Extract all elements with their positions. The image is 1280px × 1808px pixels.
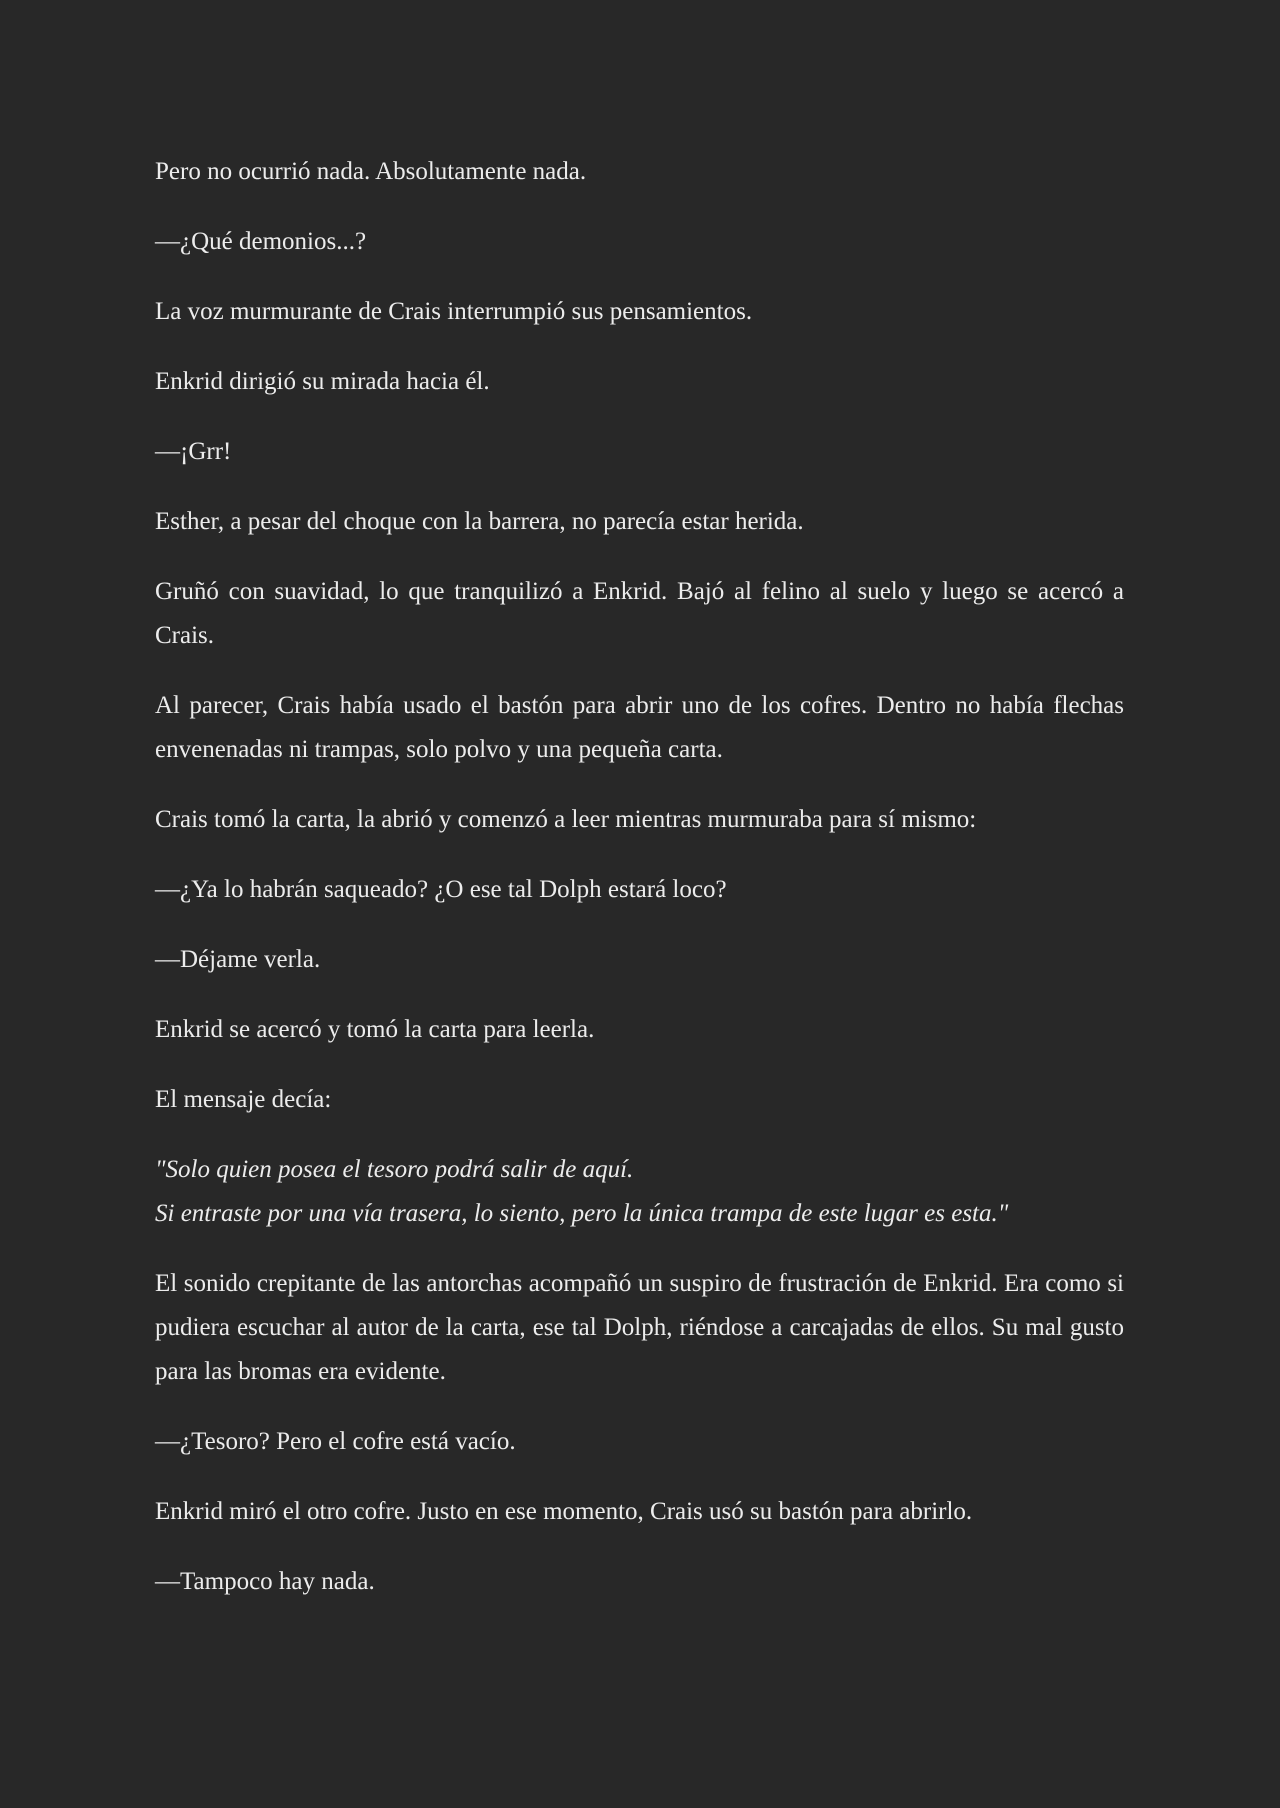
paragraph: Esther, a pesar del choque con la barrera, no parecía estar herida. [155,508,804,535]
dialogue-line: —Tampoco hay nada. [155,1568,375,1595]
paragraph: El mensaje decía: [155,1086,332,1113]
paragraph: Enkrid miró el otro cofre. Justo en ese momento, Crais usó su bastón para abrirlo. [155,1498,973,1525]
dialogue-line: —¡Grr! [155,438,232,465]
dialogue-line: —Déjame verla. [155,946,321,973]
letter-quote [155,1148,1124,1236]
paragraph: Crais tomó la carta, la abrió y comenzó a leer mientras murmuraba para sí mismo: [155,806,977,833]
dialogue-line: —¿Tesoro? Pero el cofre está vacío. [155,1428,516,1455]
letter-line-2: Si entraste por una vía trasera, lo siento, pero la única trampa de este lugar es esta." [155,1200,1009,1227]
paragraph: Pero no ocurrió nada. Absolutamente nada. [155,158,587,185]
paragraph: Al parecer, Crais había usado el bastón para abrir uno de los cofres. Dentro no había flechas envenenadas ni trampas, solo polvo y una pequeña carta. [155,692,1124,763]
paragraph: El sonido crepitante de las antorchas acompañó un suspiro de frustración de Enkrid. Era como si pudiera escuchar al autor de la carta, ese tal Dolph, riéndose a carcajadas de ellos. Su mal gusto para las bromas era evidente. [155,1270,1124,1385]
paragraph: La voz murmurante de Crais interrumpió sus pensamientos. [155,298,753,325]
paragraph: Enkrid se acercó y tomó la carta para leerla. [155,1016,595,1043]
dialogue-line: —¿Ya lo habrán saqueado? ¿O ese tal Dolph estará loco? [155,876,727,903]
chapter-text [155,150,1124,1604]
paragraph: Gruñó con suavidad, lo que tranquilizó a Enkrid. Bajó al felino al suelo y luego se acercó a Crais. [155,578,1124,649]
dialogue-line: —¿Qué demonios...? [155,228,367,255]
paragraph: Enkrid dirigió su mirada hacia él. [155,368,490,395]
letter-line-1: "Solo quien posea el tesoro podrá salir de aquí. [155,1156,634,1183]
